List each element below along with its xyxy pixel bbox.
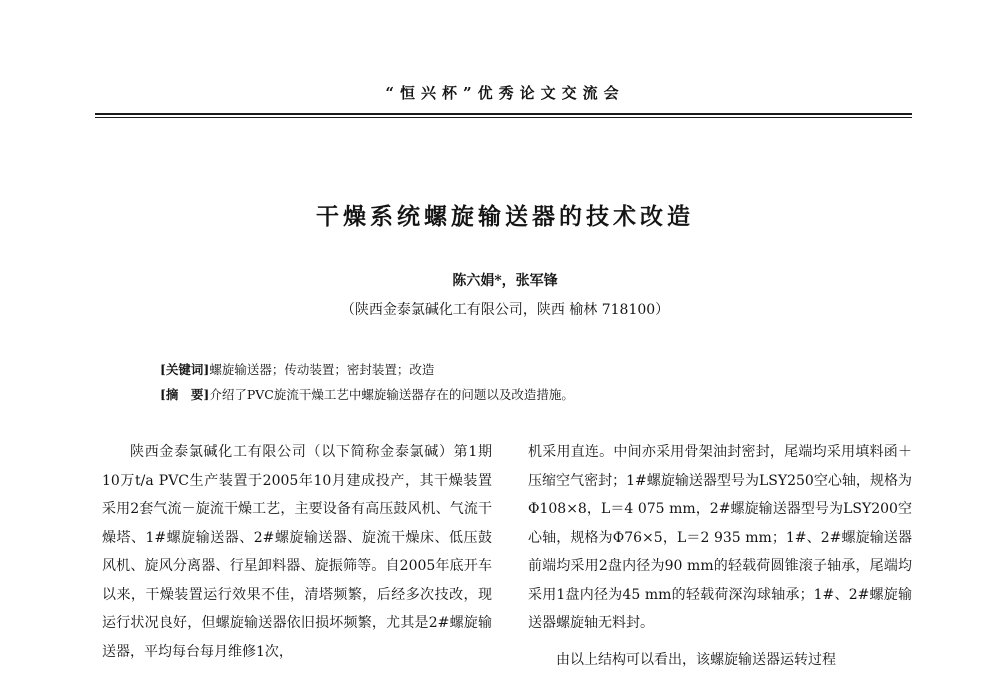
affiliation: （陕西金泰氯碱化工有限公司，陕西 榆林 718100） — [340, 302, 670, 318]
abstract-text: 介绍了PVC旋流干燥工艺中螺旋输送器存在的问题以及改造措施。 — [209, 387, 574, 402]
authors: 陈六娟*，张军锋 — [452, 273, 558, 289]
body-column-left — [102, 438, 492, 666]
header-rule-thin — [95, 117, 912, 118]
body-column-right — [528, 438, 912, 674]
body-paragraph: 由以上结构可以看出，该螺旋输送器运转过程 — [556, 651, 836, 668]
keywords-label: [关键词] — [160, 362, 210, 377]
abstract-label: [摘 要] — [160, 387, 210, 402]
body-paragraph: 陕西金泰氯碱化工有限公司（以下简称金泰氯碱）第1期10万t/a PVC生产装置于2005年10月建成投产，其干燥装置采用2套气流－旋流干燥工艺，主要设备有高压鼓风机、气流干燥塔、1#螺旋输送器、2#螺旋输送器、旋流干燥床、低压鼓风机、旋风分离器、行星卸料器、旋振筛等。自2005年底开车以来，干燥装置运行效果不佳，清塔频繁，后经多次技改，现运行状况良好，但螺旋输送器依旧损坏频繁，尤其是2#螺旋输送器，平均每台每月维修1次， — [102, 444, 492, 660]
header-rule — [95, 113, 912, 115]
abstract — [160, 385, 574, 403]
keywords — [160, 360, 434, 378]
keywords-text: 螺旋输送器；传动装置；密封装置；改造 — [209, 362, 435, 377]
body-paragraph: 机采用直连。中间亦采用骨架油封密封，尾端均采用填料函＋压缩空气密封；1#螺旋输送器型号为LSY250空心轴，规格为Φ108×8，L＝4 075 mm，2#螺旋输送器型号为LSY200空心轴，规格为Φ76×5，L＝2 935 mm；1#、2#螺旋输送器前端均采用2盘内径为90 mm的轻载荷圆锥滚子轴承，尾端均采用1盘内径为45 mm的轻载荷深沟球轴承；1#、2#螺旋输送器螺旋轴无料封。 — [528, 444, 912, 631]
paper-title: 干燥系统螺旋输送器的技术改造 — [316, 203, 694, 230]
running-header: “恒兴杯”优秀论文交流会 — [385, 84, 625, 102]
